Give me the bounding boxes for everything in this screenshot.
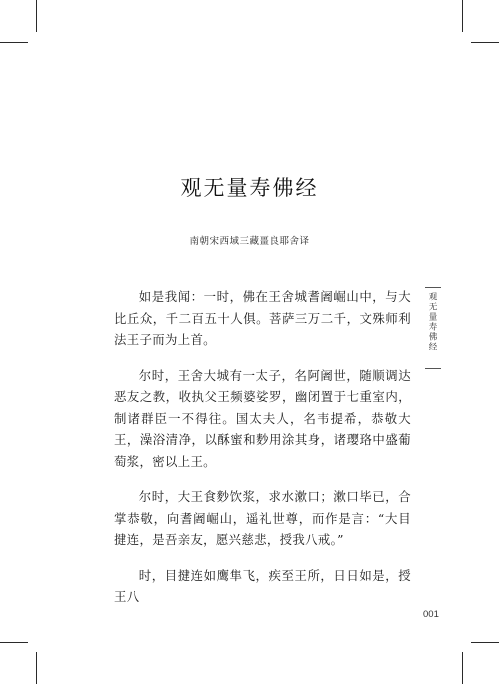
paragraph: 尔时，王舍大城有一太子，名阿阇世，随顺调达恶友之教，收执父王频婆娑罗，幽闭置于七重室内，制诸群臣一不得往。国太夫人，名韦提希，恭敬大王，澡浴清净，以酥蜜和麨用涂其身，诸璎珞中盛葡萄浆，密以上王。 [114,367,411,469]
running-head: 观无量寿佛经 [427,292,437,352]
translator-line: 南朝宋西域三藏畺良耶舍译 [189,236,310,247]
crop-mark-top-right-vertical [462,0,463,32]
running-head-bottom-rule [425,368,441,369]
crop-mark-bottom-right-vertical [462,652,463,684]
running-head-top-rule [425,287,441,288]
crop-mark-top-left-horizontal [0,42,28,43]
crop-mark-bottom-left-horizontal [0,642,28,643]
paragraph: 时，目揵连如鹰隼飞，疾至王所，日日如是，授王八 [114,567,411,604]
body-text [114,286,411,622]
crop-mark-bottom-right-horizontal [471,642,499,643]
page-number: 001 [423,609,439,620]
paragraph: 如是我闻：一时，佛在王舍城耆阇崛山中，与大比丘众，千二百五十人俱。菩萨三万二千，文殊师利法王子而为上首。 [114,289,411,347]
crop-mark-bottom-left-vertical [36,652,37,684]
book-title: 观无量寿佛经 [180,176,319,200]
crop-mark-top-left-vertical [36,0,37,32]
paragraph: 尔时，大王食麨饮浆，求水漱口；漱口毕已，合掌恭敬，向耆阇崛山，遥礼世尊，而作是言：“大目揵连，是吾亲友，愿兴慈悲，授我八戒。” [114,489,411,547]
crop-mark-top-right-horizontal [471,42,499,43]
